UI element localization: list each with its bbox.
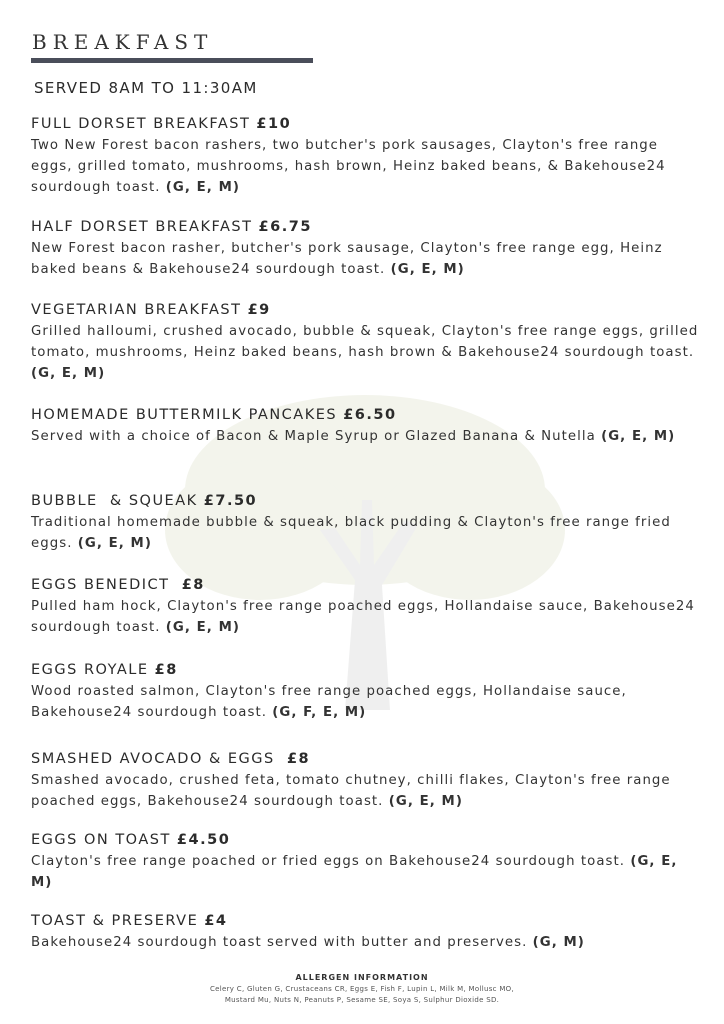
item-allergens: (G, E, M) bbox=[31, 854, 678, 890]
item-description: New Forest bacon rasher, butcher's pork sausage, Clayton's free range egg, Heinz baked beans & Bakehouse24 sourdough toast. bbox=[31, 241, 663, 277]
item-name: FULL DORSET BREAKFAST bbox=[31, 116, 251, 132]
allergen-heading: ALLERGEN INFORMATION bbox=[295, 973, 429, 982]
menu-item-eggs-on-toast bbox=[31, 830, 703, 893]
item-name: VEGETARIAN BREAKFAST bbox=[31, 302, 242, 318]
item-description: Clayton's free range poached or fried eggs on Bakehouse24 sourdough toast. bbox=[31, 854, 626, 869]
item-allergens: (G, F, E, M) bbox=[272, 705, 367, 720]
item-description: Grilled halloumi, crushed avocado, bubble & squeak, Clayton's free range eggs, grilled tomato, mushrooms, Heinz baked beans, hash brown & Bakehouse24 sourdough toast. bbox=[31, 324, 699, 360]
item-price: £6.50 bbox=[343, 407, 397, 423]
item-price: £4.50 bbox=[176, 832, 231, 848]
allergen-list-line-2: Mustard Mu, Nuts N, Peanuts P, Sesame SE, Soya S, Sulphur Dioxide SD. bbox=[224, 996, 500, 1004]
item-name: TOAST & PRESERVE bbox=[31, 913, 199, 929]
menu-item-vegetarian bbox=[31, 300, 703, 384]
item-name: EGGS ROYALE bbox=[31, 662, 149, 678]
item-name: HALF DORSET BREAKFAST bbox=[31, 219, 253, 235]
menu-item-bubble-squeak bbox=[31, 491, 703, 554]
item-allergens: (G, E, M) bbox=[390, 262, 465, 277]
item-allergens: (G, E, M) bbox=[388, 794, 463, 809]
menu-item-pancakes bbox=[31, 405, 703, 447]
served-hours: SERVED 8AM TO 11:30AM bbox=[34, 79, 258, 97]
menu-item-smashed-avocado bbox=[31, 749, 703, 812]
item-allergens: (G, E, M) bbox=[165, 180, 240, 195]
item-allergens: (G, E, M) bbox=[165, 620, 240, 635]
item-name: HOMEMADE BUTTERMILK PANCAKES bbox=[31, 407, 338, 423]
item-description: Pulled ham hock, Clayton's free range poached eggs, Hollandaise sauce, Bakehouse24 sourdough toast. bbox=[31, 599, 695, 635]
item-price: £8 bbox=[286, 751, 311, 767]
item-price: £8 bbox=[181, 577, 205, 593]
item-description: Traditional homemade bubble & squeak, black pudding & Clayton's free range fried eggs. bbox=[31, 515, 671, 551]
item-allergens: (G, E, M) bbox=[31, 366, 106, 381]
menu-title: BREAKFAST bbox=[32, 30, 214, 54]
menu-item-eggs-benedict bbox=[31, 575, 703, 638]
item-allergens: (G, E, M) bbox=[77, 536, 152, 551]
menu-item-half-dorset bbox=[31, 217, 703, 280]
item-allergens: (G, M) bbox=[532, 935, 585, 950]
item-description: Bakehouse24 sourdough toast served with butter and preserves. bbox=[31, 935, 528, 950]
item-description: Served with a choice of Bacon & Maple Syrup or Glazed Banana & Nutella bbox=[31, 429, 596, 444]
allergen-information bbox=[0, 972, 724, 1006]
item-price: £10 bbox=[256, 116, 292, 132]
menu-item-toast-preserve bbox=[31, 911, 703, 953]
item-price: £9 bbox=[247, 302, 271, 318]
item-name: EGGS BENEDICT bbox=[31, 577, 176, 593]
menu-item-full-dorset bbox=[31, 114, 703, 198]
title-underline bbox=[31, 58, 313, 63]
item-allergens: (G, E, M) bbox=[601, 429, 676, 444]
item-price: £8 bbox=[154, 662, 178, 678]
item-name: SMASHED AVOCADO & EGGS bbox=[31, 751, 281, 767]
allergen-list-line-1: Celery C, Gluten G, Crustaceans CR, Eggs E, Fish F, Lupin L, Milk M, Mollusc MO, bbox=[209, 985, 515, 993]
item-description: Wood roasted salmon, Clayton's free range poached eggs, Hollandaise sauce, Bakehouse24 sourdough toast. bbox=[31, 684, 627, 720]
menu-item-eggs-royale bbox=[31, 660, 703, 723]
item-price: £7.50 bbox=[203, 493, 258, 509]
item-name: EGGS ON TOAST bbox=[31, 832, 171, 848]
item-description: Two New Forest bacon rashers, two butcher's pork sausages, Clayton's free range eggs, grilled tomato, mushrooms, hash brown, Heinz baked beans, & Bakehouse24 sourdough toast. bbox=[31, 138, 666, 195]
item-price: £6.75 bbox=[258, 219, 312, 235]
item-description: Smashed avocado, crushed feta, tomato chutney, chilli flakes, Clayton's free range poached eggs, Bakehouse24 sourdough toast. bbox=[31, 773, 671, 809]
item-price: £4 bbox=[204, 913, 228, 929]
item-name: BUBBLE & SQUEAK bbox=[31, 493, 198, 509]
